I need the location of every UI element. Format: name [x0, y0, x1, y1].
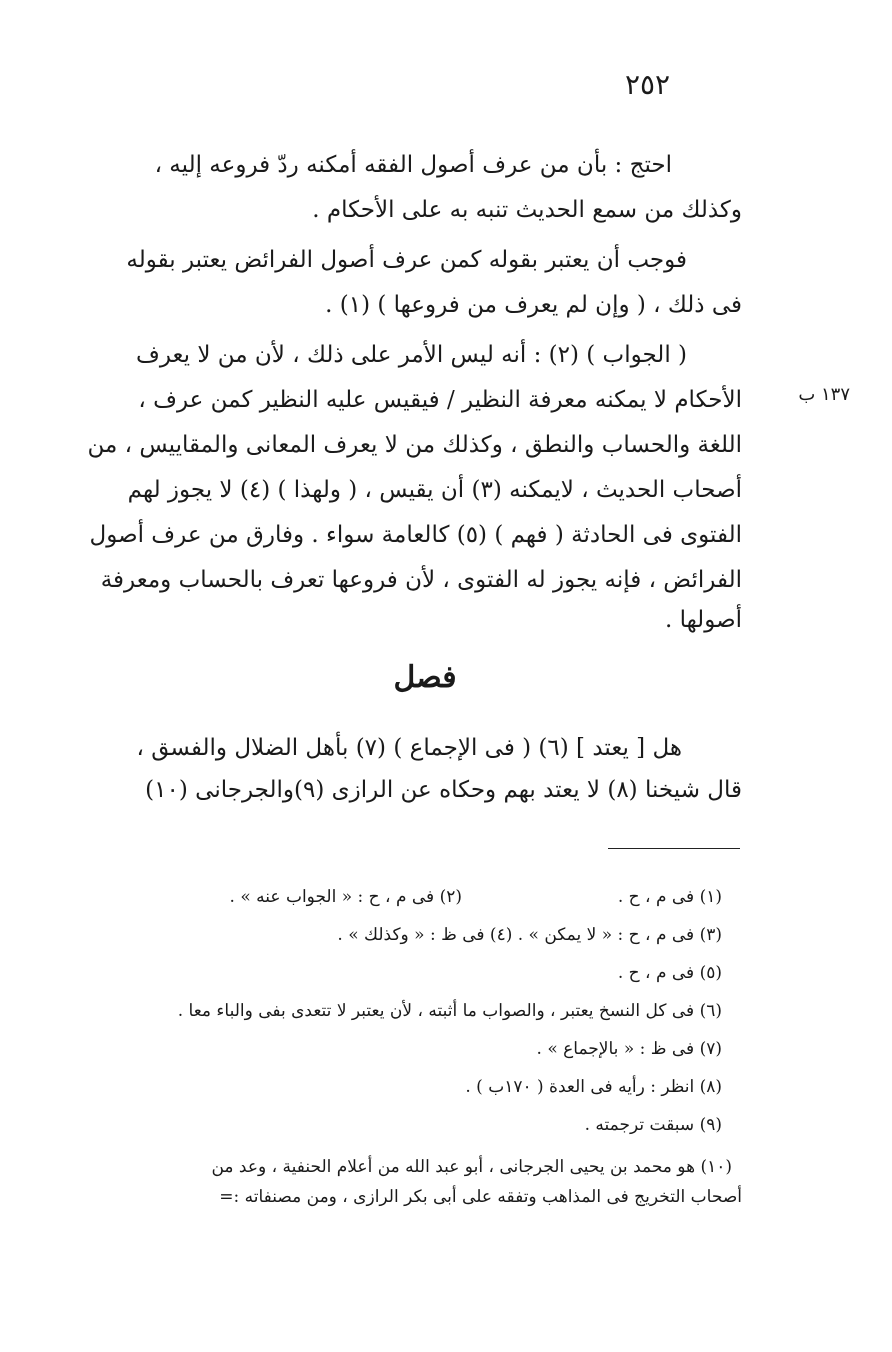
body-line-8: أصحاب الحديث ، لايمكنه (٣) أن يقيس ، ( ولهذا ) (٤) لا يجوز لهم: [127, 477, 742, 503]
section-line-1: هل [ يعتد ] (٦) ( فى الإجماع ) (٧) بأهل الضلال والفسق ،: [136, 735, 682, 761]
footnote-8: (٨) انظر : رأيه فى العدة ( ١٧٠ب ) .: [465, 1077, 722, 1097]
footnote-5: (٥) فى م ، ح .: [617, 963, 722, 983]
section-line-2: قال شيخنا (٨) لا يعتد بهم وحكاه عن الرازى (٩)والجرجانى (١٠): [145, 777, 742, 803]
margin-folio-note: ١٣٧ ب: [798, 384, 850, 405]
footnote-3-4: (٣) فى م ، ح : « لا يمكن » . (٤) فى ظ : « وكذلك » .: [337, 925, 722, 945]
body-line-5: ( الجواب ) (٢) : أنه ليس الأمر على ذلك ، لأن من لا يعرف: [136, 342, 687, 368]
body-line-3: فوجب أن يعتبر بقوله كمن عرف أصول الفرائض يعتبر بقوله: [126, 247, 687, 273]
body-line-10: الفرائض ، فإنه يجوز له الفتوى ، لأن فروعها تعرف بالحساب ومعرفة: [100, 567, 742, 593]
footnote-10-line-2: أصحاب التخريج فى المذاهب وتفقه على أبى بكر الرازى ، ومن مصنفاته :=: [219, 1187, 742, 1207]
footnote-2: (٢) فى م ، ح : « الجواب عنه » .: [229, 887, 462, 907]
body-line-6: الأحكام لا يمكنه معرفة النظير / فيقيس عليه النظير كمن عرف ،: [138, 387, 742, 413]
footnote-separator: [608, 848, 740, 849]
body-line-11: أصولها .: [664, 607, 742, 633]
section-heading: فصل: [393, 660, 457, 695]
body-line-2: وكذلك من سمع الحديث تنبه به على الأحكام .: [312, 197, 742, 223]
footnote-9: (٩) سبقت ترجمته .: [584, 1115, 722, 1135]
body-line-4: فى ذلك ، ( وإن لم يعرف من فروعها ) (١) .: [325, 292, 742, 318]
footnote-6: (٦) فى كل النسخ يعتبر ، والصواب ما أثبته ، لأن يعتبر لا تتعدى بفى والباء معا .: [177, 1001, 722, 1021]
footnote-10-line-1: (١٠) هو محمد بن يحيى الجرجانى ، أبو عبد الله من أعلام الحنفية ، وعد من: [211, 1157, 732, 1177]
page-number: ٢٥٢: [624, 68, 671, 101]
footnote-1: (١) فى م ، ح .: [617, 887, 722, 907]
footnote-7: (٧) فى ظ : « بالإجماع » .: [536, 1039, 722, 1059]
body-line-7: اللغة والحساب والنطق ، وكذلك من لا يعرف المعانى والمقاييس ، من: [87, 432, 742, 458]
body-line-1: احتج : بأن من عرف أصول الفقه أمكنه ردّ فروعه إليه ،: [154, 152, 672, 178]
body-line-9: الفتوى فى الحادثة ( فهم ) (٥) كالعامة سواء . وفارق من عرف أصول: [89, 522, 742, 548]
